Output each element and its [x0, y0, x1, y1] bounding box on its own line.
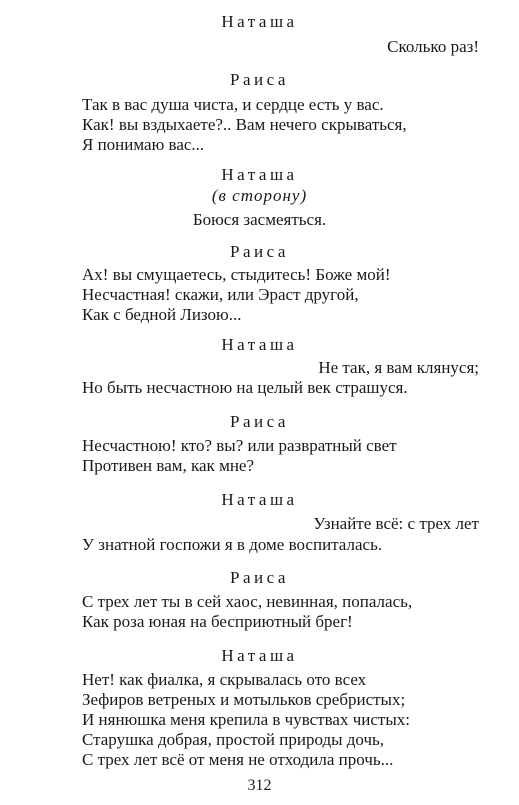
dialogue-line: Как роза юная на бесприютный брег!	[82, 612, 353, 631]
dialogue-line: Зефиров ветреных и мотыльков сребристых;	[82, 690, 406, 709]
dialogue-line: Не так, я вам клянуся;	[318, 358, 479, 377]
speaker-name: Раиса	[230, 242, 289, 261]
dialogue-line: С трех лет всё от меня не отходила прочь...	[82, 750, 394, 769]
speaker-name: Наташа	[221, 646, 298, 665]
speaker-name: Раиса	[230, 568, 289, 587]
dialogue-line: Боюся засмеяться.	[192, 210, 327, 229]
speaker-name: Раиса	[230, 70, 289, 89]
page-number: 312	[247, 777, 272, 794]
dialogue-line: Сколько раз!	[387, 37, 479, 56]
dialogue-line: Нет! как фиалка, я скрывалась ото всех	[82, 670, 367, 689]
dialogue-line: Противен вам, как мне?	[82, 456, 255, 475]
dialogue-line: С трех лет ты в сей хаос, невинная, попалась,	[82, 592, 413, 611]
speaker-name: Наташа	[221, 12, 298, 31]
dialogue-line: Но быть несчастною на целый век страшуся.	[82, 378, 408, 397]
dialogue-line: Ах! вы смущаетесь, стыдитесь! Боже мой!	[82, 265, 391, 284]
stage-direction: (в сторону)	[211, 186, 308, 205]
dialogue-line: Как с бедной Лизою...	[82, 305, 242, 324]
speaker-name: Наташа	[221, 165, 298, 184]
dialogue-line: У знатной госпожи я в доме воспиталась.	[82, 535, 383, 554]
dialogue-line: Несчастною! кто? вы? или развратный свет	[82, 436, 397, 455]
dialogue-line: И нянюшка меня крепила в чувствах чистых:	[82, 710, 410, 729]
speaker-name: Наташа	[221, 490, 298, 509]
dialogue-line: Несчастная! скажи, или Эраст другой,	[82, 285, 359, 304]
speaker-name: Наташа	[221, 335, 298, 354]
dialogue-line: Я понимаю вас...	[82, 135, 205, 154]
dialogue-line: Старушка добрая, простой природы дочь,	[82, 730, 385, 749]
dialogue-line: Узнайте всё: с трех лет	[313, 514, 479, 533]
speaker-name: Раиса	[230, 412, 289, 431]
dialogue-line: Как! вы вздыхаете?.. Вам нечего скрываться,	[82, 115, 407, 134]
dialogue-line: Так в вас душа чиста, и сердце есть у вас.	[82, 95, 384, 114]
